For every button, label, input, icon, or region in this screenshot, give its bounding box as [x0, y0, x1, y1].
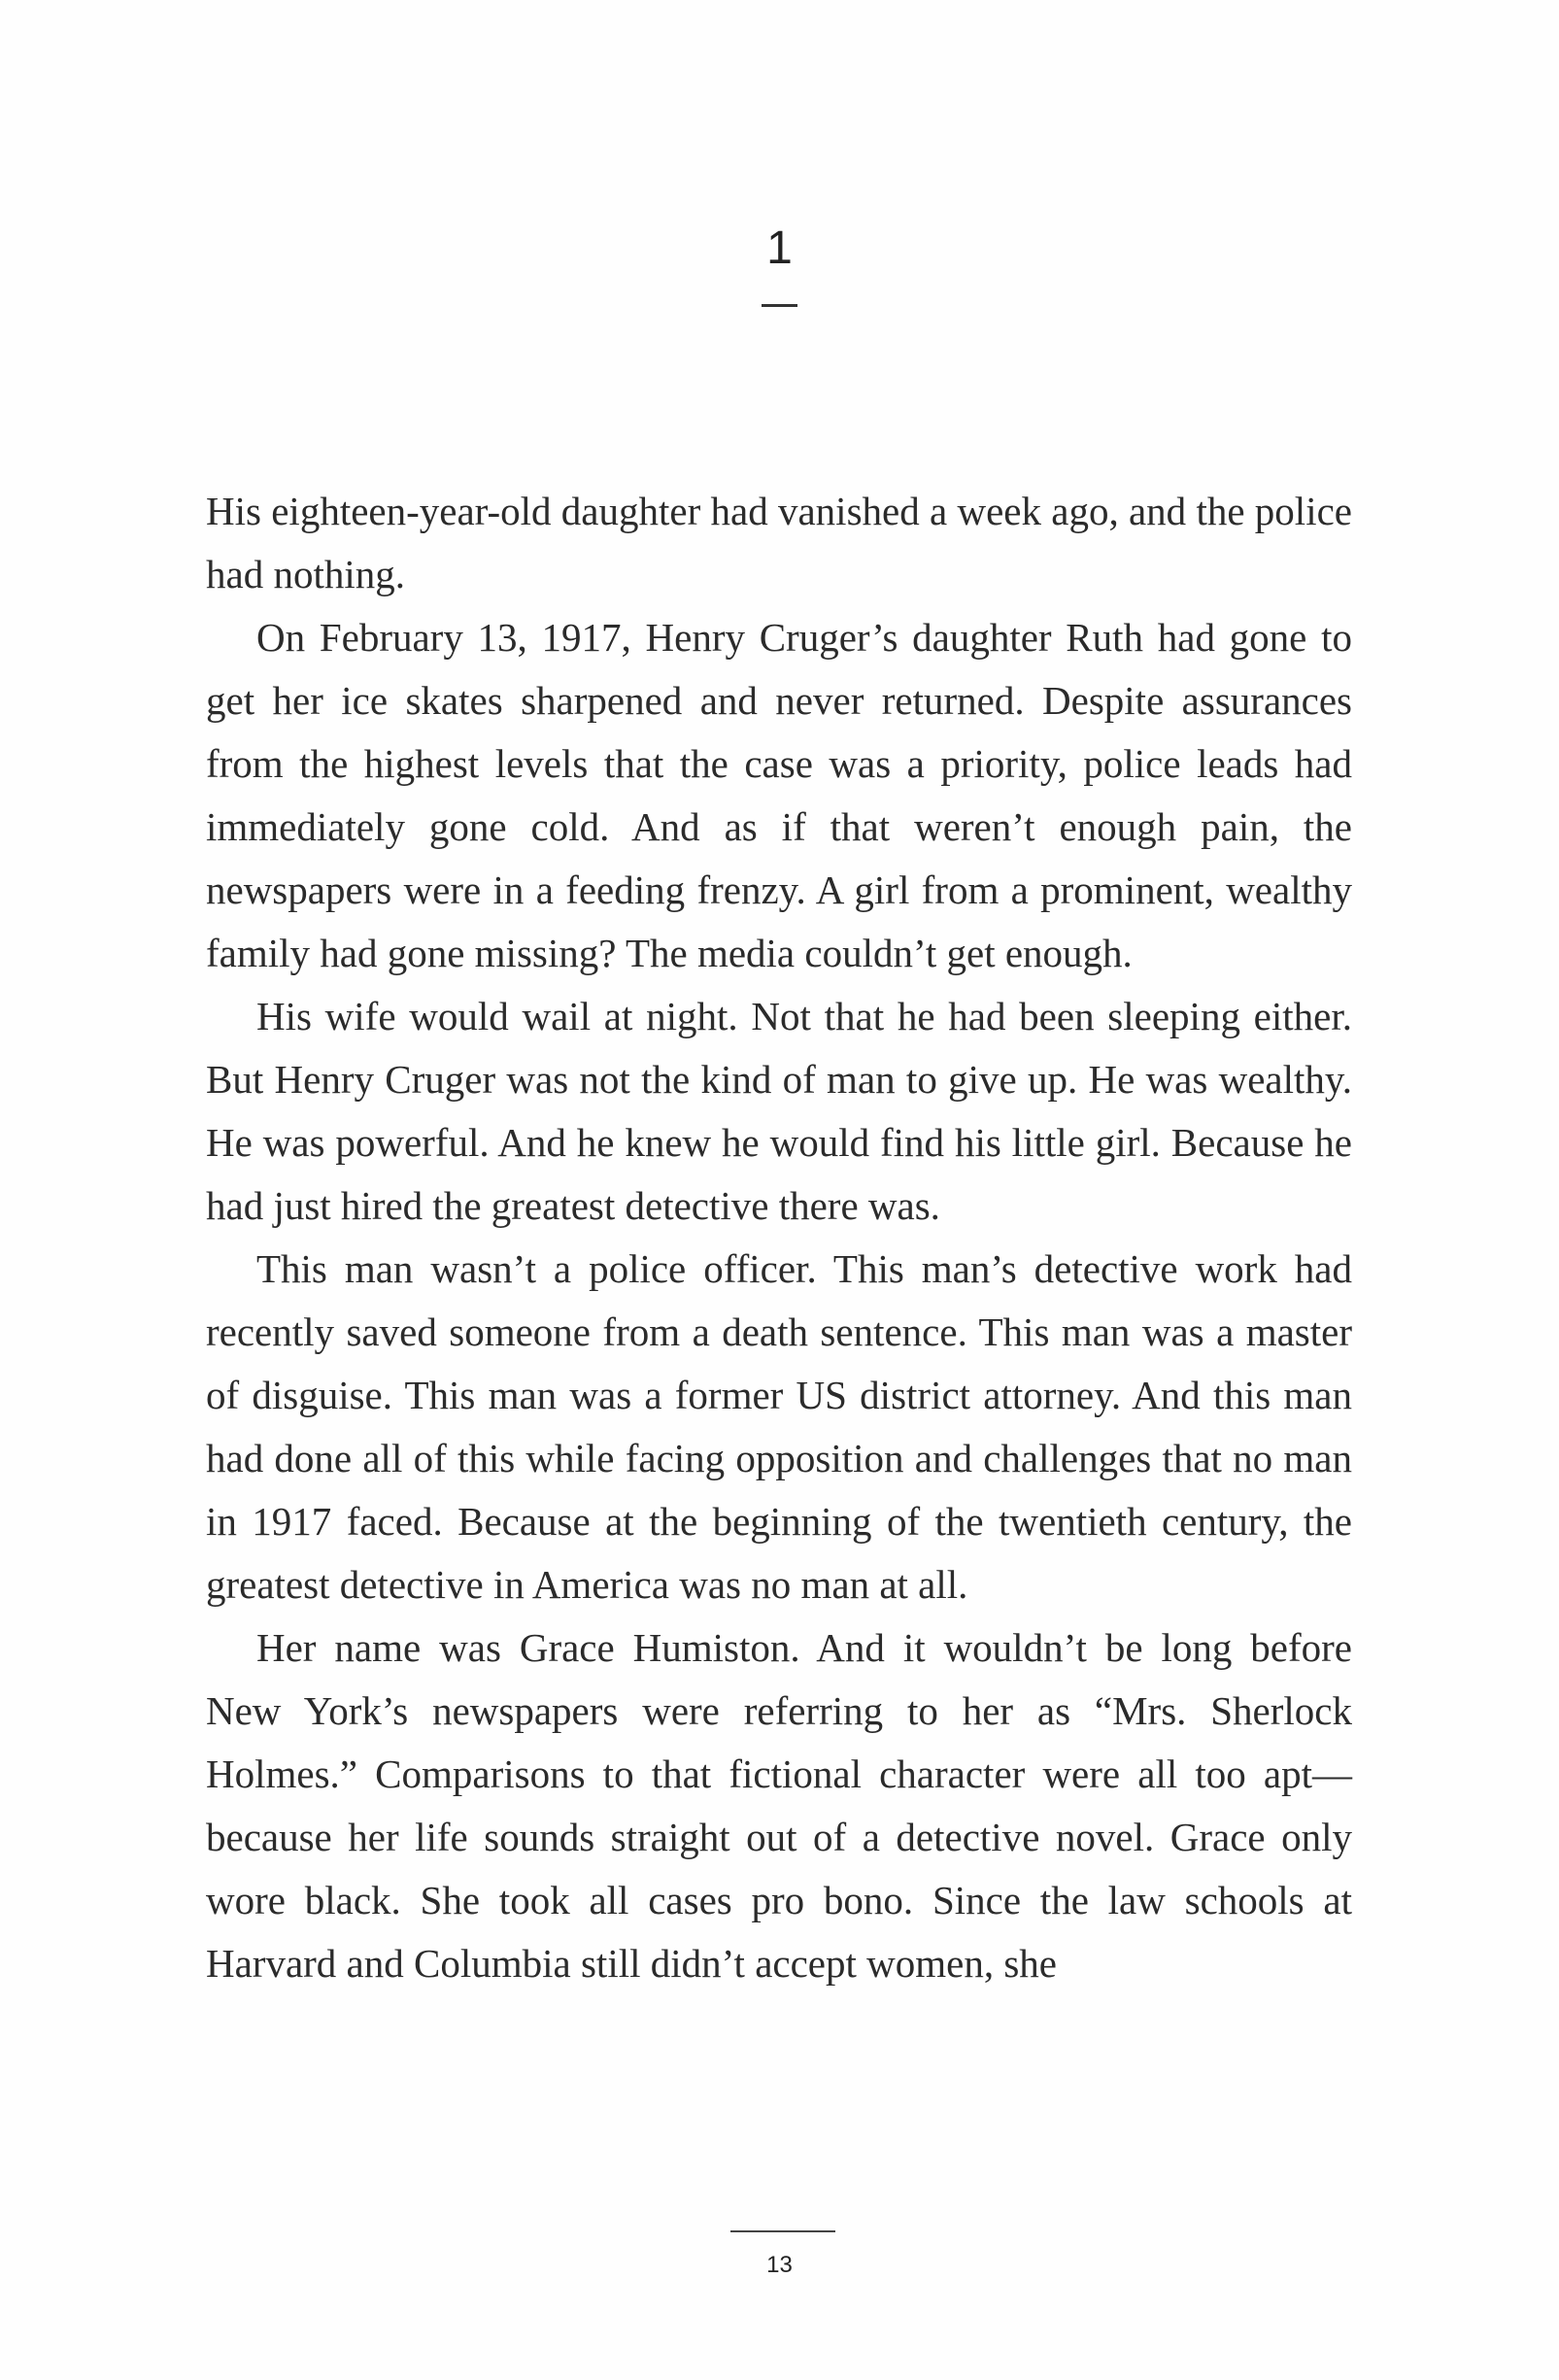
paragraph: On February 13, 1917, Henry Cruger’s daughter Ruth had gone to get her ice skates sharpened and never returned. Despite assurances from the highest levels that the case was a priority, police leads had immediately gone cold. And as if that weren’t enough pain, the newspapers were in a feeding frenzy. A girl from a prominent, wealthy family had gone missing? The media couldn’t get enough.: [206, 615, 1352, 975]
paragraph: Her name was Grace Humiston. And it wouldn’t be long before New York’s newspapers were referring to her as “Mrs. Sherlock Holmes.” Comparisons to that fictional character were all too apt—because her life sounds straight out of a detective novel. Grace only wore black. She took all cases pro bono. Since the law schools at Harvard and Columbia still didn’t accept women, she: [206, 1625, 1352, 1986]
footer-rule: [730, 2230, 835, 2232]
chapter-number: 1: [766, 222, 793, 274]
paragraph: His eighteen-year-old daughter had vanished a week ago, and the police had nothing.: [206, 489, 1352, 596]
page-number: 13: [766, 2252, 793, 2278]
paragraph: His wife would wail at night. Not that he had been sleeping either. But Henry Cruger was not the kind of man to give up. He was wealthy. He was powerful. And he knew he would find his little girl. Because he had just hired the greatest detective there was.: [206, 994, 1352, 1228]
chapter-rule: [762, 304, 797, 307]
paragraph: This man wasn’t a police officer. This man’s detective work had recently saved someone from a death sentence. This man was a master of disguise. This man was a former US district attorney. And this man had done all of this while facing opposition and challenges that no man in 1917 faced. Because at the beginning of the twentieth century, the greatest detective in America was no man at all.: [206, 1246, 1352, 1607]
body-text: [206, 480, 1352, 1995]
